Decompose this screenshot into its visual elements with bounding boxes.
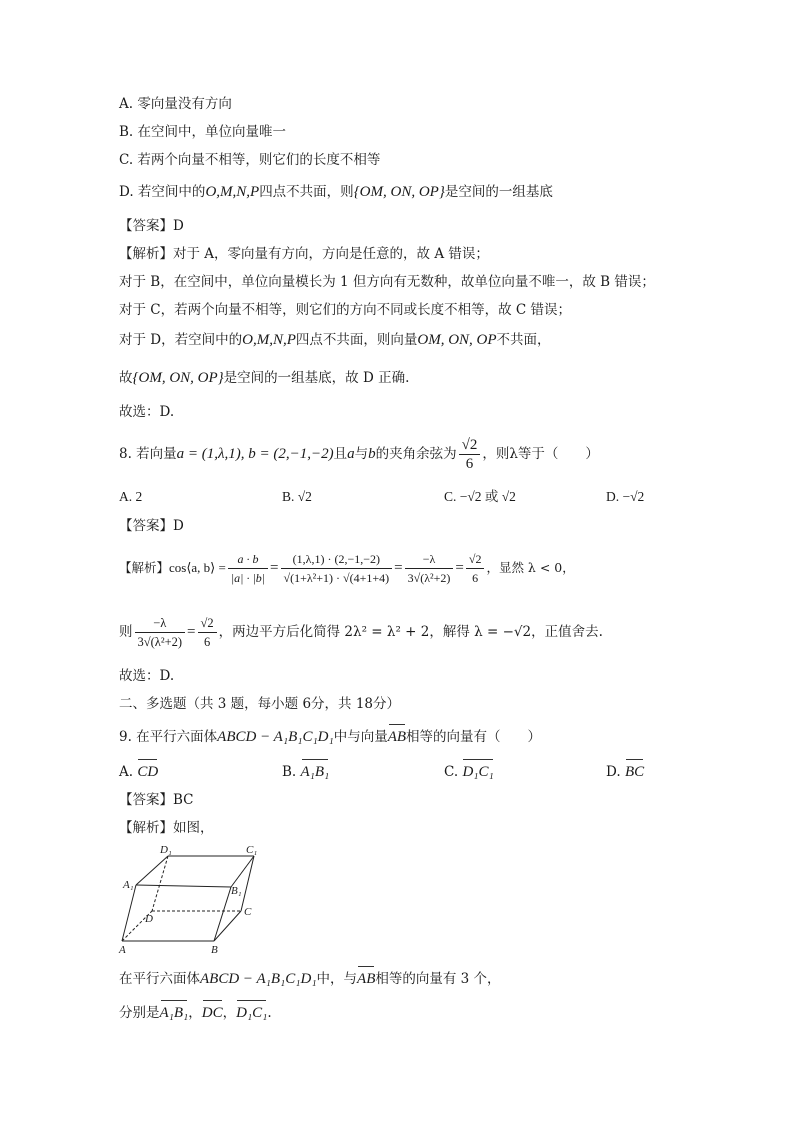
- q8-option-a: A. 2: [119, 489, 143, 504]
- q8-stem: [119, 436, 599, 473]
- q7-exp4-prefix: 对于 D，若空间中的: [119, 332, 243, 348]
- q7-option-d-vector-set: {OM, ON, OP}: [353, 184, 445, 200]
- q7-option-d-prefix: D. 若空间中的: [119, 184, 206, 200]
- q7-exp5-suffix: 是空间的一组基底，故 D 正确.: [223, 370, 410, 386]
- label-c: C: [244, 906, 252, 918]
- q9-option-d-vector: BC: [625, 759, 644, 782]
- section-heading: 二、多选题（共 3 题，每小题 6分，共 18分）: [119, 696, 401, 712]
- edge-bc: [214, 911, 241, 941]
- q8-exp-frac3: $\frac{-\lambda}{\text{3√(λ²+2)}}$: [405, 550, 454, 587]
- q9-exp3-vector-2: DC: [202, 1000, 223, 1023]
- q9-explanation-3: 分别是A₁B₁，DC，D₁C₁.: [119, 1000, 272, 1023]
- q9-option-c-vector: D₁C₁: [462, 759, 493, 782]
- q7-option-a: A. 零向量没有方向: [119, 96, 232, 112]
- q7-option-d-suffix: 是空间的一组基底: [444, 184, 553, 200]
- q9-answer: 【答案】BC: [119, 792, 194, 808]
- q7-exp4-suffix: 不共面，: [496, 332, 551, 348]
- q8-exp-frac4: $\frac{√2}{6}$: [466, 550, 485, 587]
- q7-exp4-middle: 四点不共面，则向量: [295, 332, 418, 348]
- q9-exp2-suffix: 相等的向量有 3 个，: [375, 971, 501, 987]
- q9-explanation-1: 【解析】如图，: [119, 820, 214, 836]
- q8-stem-a: a: [347, 446, 355, 462]
- q9-exp2-middle: 中，与: [316, 971, 358, 987]
- edge-a1a: [122, 885, 136, 941]
- label-a1: A₁: [123, 879, 134, 891]
- label-b1: B₁: [231, 885, 242, 897]
- q7-explanation-1: 【解析】对于 A，零向量有方向，方向是任意的，故 A 错误；: [119, 246, 489, 262]
- q8-stem-suffix: ，则λ等于（ ）: [482, 446, 599, 462]
- q8-option-b: B. √2: [282, 489, 312, 504]
- label-d1: D₁: [160, 844, 172, 856]
- q9-option-a: A. CD: [119, 759, 158, 782]
- q8-explanation-2: 则 $\frac{-\lambda}{\text{3√(λ²+2)}}$ = $\frac{√2}{6}$ ，两边平方后化简得 2λ² = λ² + 2，解得 λ = −√2，正值舍去.: [119, 616, 603, 649]
- q8-exp-frac1: $\frac{a \cdot b}{|a| \cdot |b|}$: [228, 550, 268, 587]
- q9-option-a-vector: CD: [137, 759, 158, 782]
- q9-stem: [119, 724, 541, 747]
- q8-answer: 【答案】D: [119, 518, 184, 534]
- q9-stem-middle: 中与向量: [333, 729, 388, 745]
- parallelepiped-figure: [110, 840, 270, 958]
- q8-explanation-1: 【解析】cos⟨a, b⟩ = $\frac{a \cdot b}{|a| \cdot |b|}$ = $\frac{(1,\lambda,1) \cdot (2,-1,-2)}{\text{√(1+λ²+1) · √(4+1+4)}}$ = $\frac{-\lambda}{\text{3√(λ²+2)}}$ = $\frac{√2}{6}$ ，显然 λ < 0，: [119, 552, 575, 585]
- q7-choose: 故选：D.: [119, 404, 175, 420]
- q7-option-b: B. 在空间中，单位向量唯一: [119, 124, 287, 140]
- label-a: A: [119, 944, 126, 956]
- edge-b1b: [214, 887, 231, 941]
- q8-exp2-frac-left: $\frac{-\lambda}{\text{3√(λ²+2)}}$: [135, 614, 186, 651]
- q9-stem-solid: ABCD − A₁B₁C₁D₁: [217, 729, 334, 745]
- q7-exp5-prefix: 故: [119, 370, 133, 386]
- q7-option-d-points: O,M,N,P: [205, 184, 260, 200]
- q8-exp2-frac-right: $\frac{√2}{6}$: [198, 614, 217, 651]
- q8-stem-cos: 的夹角余弦为: [375, 446, 457, 462]
- q9-option-c: C. D₁C₁: [444, 759, 494, 782]
- q9-exp3-prefix: 分别是: [119, 1005, 160, 1021]
- q9-option-d: D. BC: [606, 759, 644, 782]
- q9-exp2-prefix: 在平行六面体: [119, 971, 200, 987]
- q8-stem-prefix: 8. 若向量: [119, 446, 177, 462]
- q9-exp2-vector: AB: [357, 966, 375, 989]
- q7-explanation-3: 对于 C，若两个向量不相等，则它们的方向不同或长度不相等，故 C 错误；: [119, 302, 572, 318]
- q8-option-c: C. −√2 或 √2: [444, 489, 516, 504]
- label-d: D: [145, 913, 153, 925]
- q9-explanation-2: [119, 966, 501, 989]
- q9-exp2-solid: ABCD − A₁B₁C₁D₁: [200, 971, 317, 987]
- q8-stem-fraction: $\frac{√2}{6}$: [459, 436, 481, 473]
- q9-exp3-vector-1: A₁B₁: [160, 1000, 189, 1023]
- q8-exp-cos: cos⟨a, b⟩ =: [169, 560, 226, 575]
- q7-option-d-middle: 四点不共面，则: [259, 184, 354, 200]
- q8-stem-with: 与: [354, 446, 369, 462]
- q8-stem-b: b: [368, 446, 376, 462]
- label-c1: C₁: [246, 844, 258, 856]
- q7-explanation-5: [119, 368, 409, 388]
- edge-a1b1: [136, 885, 231, 887]
- edge-d1a1: [136, 856, 168, 885]
- q7-explanation-4: [119, 330, 551, 350]
- q7-explanation-2: 对于 B，在空间中，单位向量模长为 1 但方向有无数种，故单位向量不唯一，故 B 错误；: [119, 274, 655, 290]
- q8-stem-and: 且: [333, 446, 348, 462]
- q9-exp3-vector-3: D₁C₁: [236, 1000, 267, 1023]
- q8-exp2-suffix: ，两边平方后化简得 2λ² = λ² + 2，解得 λ = −√2，正值舍去.: [218, 624, 603, 640]
- q9-option-b: B. A₁B₁: [282, 759, 329, 782]
- q7-option-c: C. 若两个向量不相等，则它们的长度不相等: [119, 152, 381, 168]
- q8-exp-label: 【解析】: [119, 560, 170, 575]
- q8-exp-suffix: ，显然 λ < 0，: [486, 560, 575, 575]
- q7-answer: 【答案】D: [119, 218, 184, 234]
- q9-stem-suffix: 相等的向量有（ ）: [406, 729, 542, 745]
- label-b: B: [211, 944, 218, 956]
- q9-stem-prefix: 9. 在平行六面体: [119, 729, 218, 745]
- q7-option-d: [119, 182, 553, 202]
- q8-exp2-prefix: 则: [119, 624, 133, 640]
- q8-option-d: D. −√2: [606, 489, 645, 504]
- q8-stem-vectors: a = (1,λ,1), b = (2,−1,−2): [176, 446, 334, 462]
- q7-exp4-vectors: OM, ON, OP: [417, 332, 497, 348]
- edge-d1d: [152, 856, 168, 911]
- q9-stem-vector: AB: [388, 724, 406, 747]
- q7-exp5-vector-set: {OM, ON, OP}: [132, 370, 224, 386]
- q8-choose: 故选：D.: [119, 668, 175, 684]
- q7-exp4-points: O,M,N,P: [242, 332, 296, 348]
- q9-option-b-vector: A₁B₁: [301, 759, 330, 782]
- q8-exp-frac2: $\frac{(1,\lambda,1) \cdot (2,-1,-2)}{\text{√(1+λ²+1) · √(4+1+4)}}$: [281, 550, 393, 587]
